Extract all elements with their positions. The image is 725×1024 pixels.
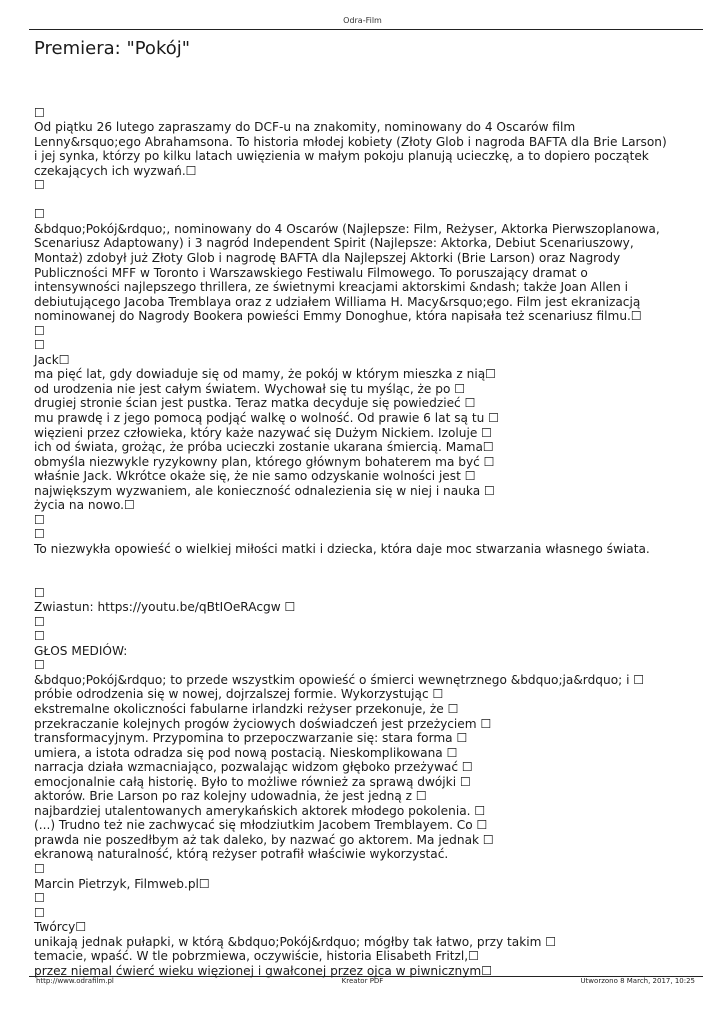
footer-generator: Kreator PDF — [341, 977, 384, 985]
text-line: ☐ — [34, 891, 45, 906]
footer-url: http://www.odrafilm.pl — [36, 977, 114, 985]
text-line: prawda nie poszedłbym aż tak daleko, by nazwać go aktorem. Ma jednak ☐ — [34, 832, 494, 847]
text-line: ☐ — [34, 658, 45, 673]
page-title: Premiera: "Pokój" — [34, 38, 191, 59]
text-line: ☐ — [34, 105, 45, 120]
footer-created: Utworzono 8 March, 2017, 10:25 — [580, 977, 695, 985]
text-line: ☐ — [34, 527, 45, 542]
text-line: ☐ — [34, 207, 45, 222]
text-line: Zwiastun: https://youtu.be/qBtIOeRAcgw ☐ — [34, 600, 296, 615]
text-line: &bdquo;Pokój&rdquo; to przede wszystkim opowieść o śmierci wewnętrznego &bdquo;ja&rdquo; i ☐ — [34, 672, 645, 687]
text-line: &bdquo;Pokój&rdquo;, nominowany do 4 Oscarów (Najlepsze: Film, Reżyser, Aktorka Pierwszoplanowa, — [34, 221, 660, 236]
text-line: narracja działa wzmacniająco, pozwalając widzom głęboko przeżywać ☐ — [34, 760, 473, 775]
text-line: od urodzenia nie jest całym światem. Wychował się tu myśląc, że po ☐ — [34, 381, 466, 396]
text-line: Jack☐ — [34, 352, 70, 367]
text-line: obmyśla niezwykle ryzykowny plan, którego głównym bohaterem ma być ☐ — [34, 454, 495, 469]
text-line — [34, 193, 694, 208]
text-line: największym wyzwaniem, ale konieczność odnalezienia się w niej i nauka ☐ — [34, 483, 495, 498]
text-line: ma pięć lat, gdy dowiaduje się od mamy, że pokój w którym mieszka z nią☐ — [34, 367, 497, 382]
text-line: ☐ — [34, 338, 45, 353]
text-line: ☐ — [34, 905, 45, 920]
text-line: ich od świata, grożąc, że próba ucieczki zostanie ukarana śmiercią. Mama☐ — [34, 440, 494, 455]
text-line: (...) Trudno też nie zachwycać się młodziutkim Jacobem Tremblayem. Co ☐ — [34, 818, 488, 833]
text-line: ☐ — [34, 629, 45, 644]
text-line: Twórcy☐ — [34, 920, 87, 935]
text-line: umiera, a istota odradza się pod nową postacią. Nieskomplikowana ☐ — [34, 745, 458, 760]
text-line: ekstremalne okoliczności fabularne irlandzki reżyser przekonuje, że ☐ — [34, 701, 459, 716]
text-line: ☐ — [34, 861, 45, 876]
text-line: życia na nowo.☐ — [34, 498, 135, 513]
text-line: Lenny&rsquo;ego Abrahamsona. To historia młodej kobiety (Złoty Glob i nagroda BAFTA dla Brie Larson) — [34, 134, 667, 149]
text-line: Scenariusz Adaptowany) i 3 nagród Independent Spirit (Najlepsze: Aktorka, Debiut Scenariuszowy, — [34, 236, 634, 251]
text-line: ☐ — [34, 512, 45, 527]
article-body — [34, 91, 694, 978]
text-line: Publiczności MFF w Toronto i Warszawskiego Festiwalu Filmowego. To poruszający dramat o — [34, 265, 588, 280]
text-line — [34, 557, 694, 572]
text-line: przekraczanie kolejnych progów życiowych doświadczeń jest przeżyciem ☐ — [34, 716, 492, 731]
text-line: najbardziej utalentowanych amerykańskich aktorek młodego pokolenia. ☐ — [34, 803, 486, 818]
text-line: próbie odrodzenia się w nowej, dojrzalszej formie. Wykorzystując ☐ — [34, 687, 444, 702]
text-line: unikają jednak pułapki, w którą &bdquo;Pokój&rdquo; mógłby tak łatwo, przy takim ☐ — [34, 934, 557, 949]
text-line: intensywności najlepszego thrillera, ze świetnymi kreacjami aktorskimi &ndash; także Joan Allen i — [34, 280, 628, 295]
header-divider — [29, 29, 703, 30]
text-line: nominowanej do Nagrody Bookera powieści Emmy Donoghue, która napisała też scenariusz filmu.☐ — [34, 309, 642, 324]
text-line: drugiej stronie ścian jest pustka. Teraz matka decyduje się powiedzieć ☐ — [34, 396, 476, 411]
text-line: mu prawdę i z jego pomocą podjąć walkę o wolność. Od prawie 6 lat są tu ☐ — [34, 411, 500, 426]
text-line: GŁOS MEDIÓW: — [34, 643, 128, 658]
text-line: właśnie Jack. Wkrótce okaże się, że nie samo odzyskanie wolności jest ☐ — [34, 469, 476, 484]
text-line: aktorów. Brie Larson po raz kolejny udowadnia, że jest jedną z ☐ — [34, 789, 427, 804]
text-line: ☐ — [34, 585, 45, 600]
text-line: emocjonalnie całą historię. Było to możliwe również za sprawą dwójki ☐ — [34, 774, 471, 789]
text-line: To niezwykła opowieść o wielkiej miłości matki i dziecka, która daje moc stwarzania własnego świata. — [34, 541, 650, 556]
text-line: ☐ — [34, 178, 45, 193]
text-line: czekających ich wyzwań.☐ — [34, 163, 197, 178]
text-line — [34, 571, 694, 586]
text-line: ☐ — [34, 323, 45, 338]
text-line: przez niemal ćwierć wieku więzionej i gwałconej przez ojca w piwnicznym☐ — [34, 963, 493, 978]
header-site-name: Odra-Film — [343, 16, 382, 25]
text-line: debiutującego Jacoba Tremblaya oraz z udziałem Williama H. Macy&rsquo;ego. Film jest ekranizacją — [34, 294, 641, 309]
text-line: więzieni przez człowieka, który każe nazywać się Dużym Nickiem. Izoluje ☐ — [34, 425, 493, 440]
text-line: transformacyjnym. Przypomina to przepoczwarzanie się: stara forma ☐ — [34, 731, 468, 746]
text-line: Od piątku 26 lutego zapraszamy do DCF-u na znakomity, nominowany do 4 Oscarów film — [34, 120, 576, 135]
text-line: ☐ — [34, 614, 45, 629]
text-line: Montaż) zdobył już Złoty Glob i nagrodę BAFTA dla Najlepszej Aktorki (Brie Larson) oraz Nagrody — [34, 251, 621, 266]
text-line — [34, 91, 694, 106]
text-line: temacie, wpaść. W tle pobrzmiewa, oczywiście, historia Elisabeth Fritzl,☐ — [34, 949, 479, 964]
text-line: i jej synka, którzy po kilku latach uwięzienia w małym pokoju planują ucieczkę, a to dopiero początek — [34, 149, 649, 164]
text-line: Marcin Pietrzyk, Filmweb.pl☐ — [34, 876, 210, 891]
text-line: ekranową naturalność, którą reżyser potrafił właściwie wykorzystać. — [34, 847, 449, 862]
